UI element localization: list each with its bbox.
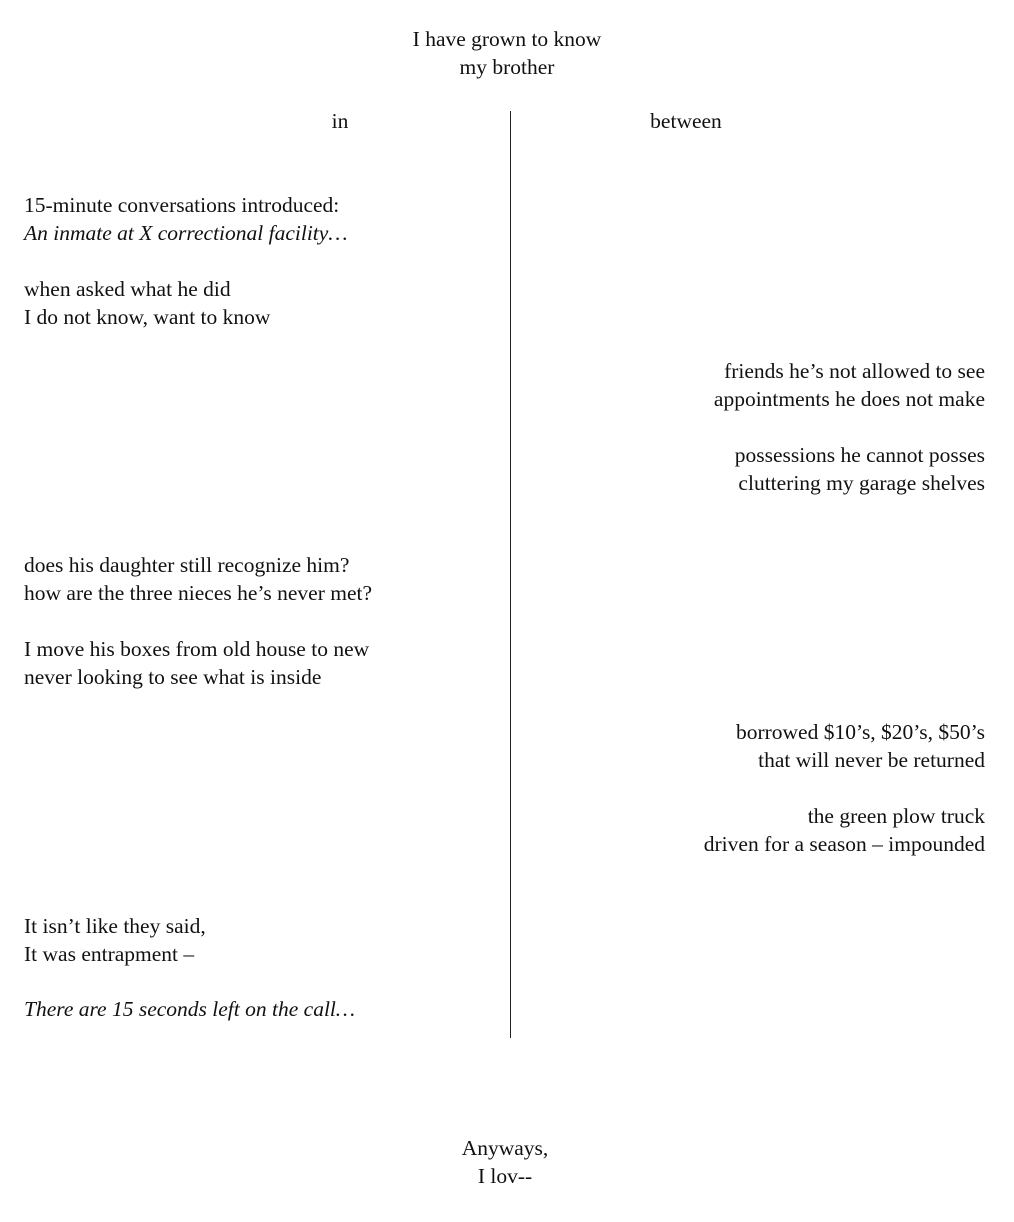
left-stanza-6-line-1: There are 15 seconds left on the call… [24,997,356,1021]
right-stanza-2-line-1: possessions he cannot posses [734,443,985,467]
left-stanza-6 [24,995,355,1023]
left-stanza-2-line-2: I do not know, want to know [24,305,271,329]
left-stanza-4-line-1: I move his boxes from old house to new [24,637,370,661]
right-stanza-1-line-1: friends he’s not allowed to see [724,359,985,383]
closing-line-2: I lov-- [477,1164,533,1188]
left-stanza-4-line-2: never looking to see what is inside [24,665,322,689]
right-stanza-3-line-2: that will never be returned [758,748,985,772]
right-stanza-1-line-2: appointments he does not make [713,387,985,411]
left-stanza-5 [24,912,206,968]
poem-title [0,25,1014,81]
closing-line-1: Anyways, [461,1136,549,1160]
poem-closing [0,1134,1010,1190]
right-stanza-4-line-1: the green plow truck [807,804,985,828]
left-stanza-5-line-1: It isn’t like they said, [24,914,206,938]
right-stanza-2-line-2: cluttering my garage shelves [738,471,985,495]
left-stanza-2-line-1: when asked what he did [24,277,231,301]
column-heading-in: in [331,109,349,133]
title-line-1: I have grown to know [412,27,602,51]
left-stanza-1-line-1: 15-minute conversations introduced: [24,193,340,217]
right-stanza-1 [714,357,985,413]
right-stanza-3 [736,718,985,774]
right-stanza-3-line-1: borrowed $10’s, $20’s, $50’s [735,720,985,744]
left-stanza-3-line-2: how are the three nieces he’s never met? [24,581,373,605]
left-stanza-1-line-2: An inmate at X correctional facility… [24,221,348,245]
right-stanza-4 [704,802,985,858]
title-line-2: my brother [459,55,555,79]
left-stanza-2 [24,275,270,331]
right-stanza-2 [735,441,985,497]
left-stanza-3 [24,551,372,607]
left-stanza-5-line-2: It was entrapment – [24,942,195,966]
column-heading-between: between [650,109,722,133]
right-stanza-4-line-2: driven for a season – impounded [703,832,985,856]
column-divider [510,111,511,1038]
left-stanza-4 [24,635,369,691]
left-stanza-1 [24,191,347,247]
left-stanza-3-line-1: does his daughter still recognize him? [24,553,350,577]
